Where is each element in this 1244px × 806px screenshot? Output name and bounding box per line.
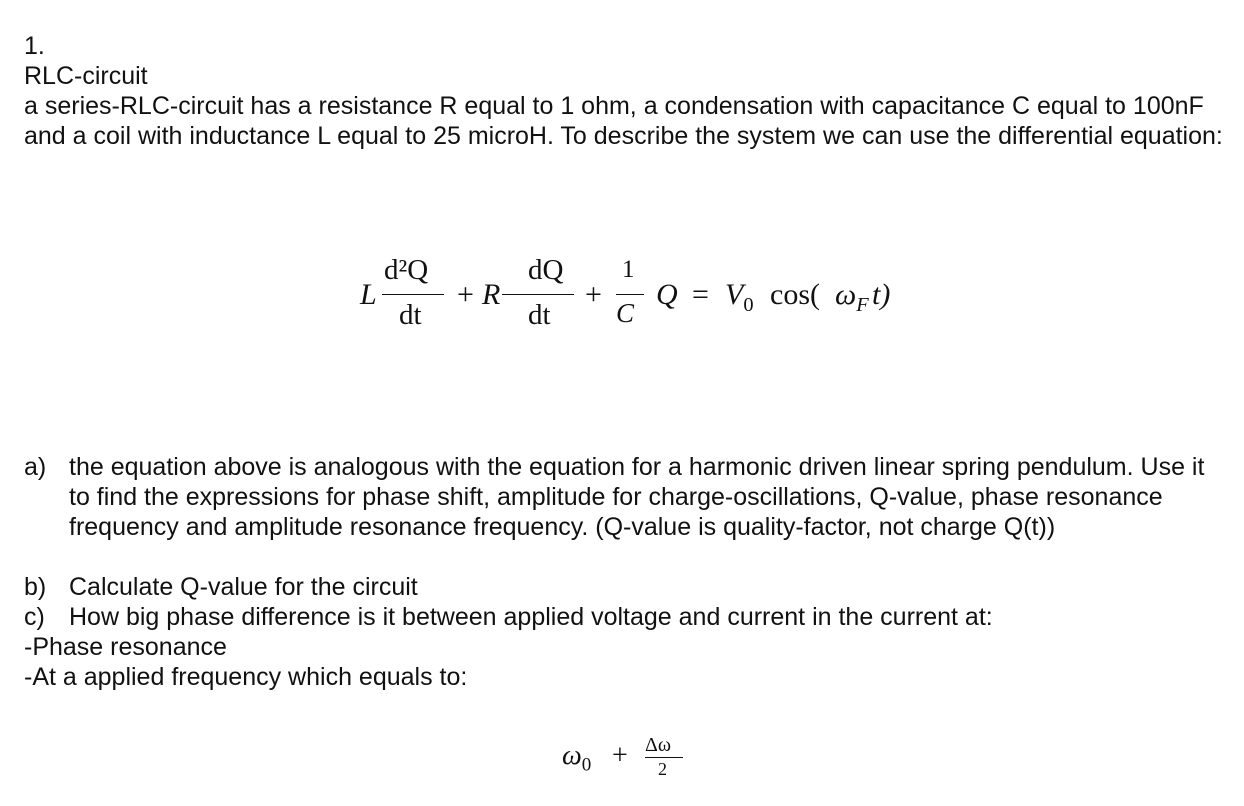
list-item-b	[24, 572, 1224, 602]
item-c-label: c)	[24, 603, 45, 631]
eq-dt-denominator-1: dt	[399, 299, 422, 331]
eq-omega-F: $\omega_F$	[835, 278, 869, 316]
eq2-omega-subscript: 0	[581, 754, 592, 776]
eq-R: R	[482, 278, 501, 311]
eq-one-numerator: 1	[622, 256, 635, 283]
eq2-omega-0: $\omega_0$	[562, 740, 592, 776]
eq-fraction-bar-2	[502, 294, 574, 295]
eq-d2q-numerator: d²Q	[384, 254, 429, 286]
eq2-plus: +	[612, 740, 628, 771]
item-a-text: the equation above is analogous with the equation for a harmonic driven linear spring pendulum. Use it to find the expressions for phase shift, amplitude for charge-oscillations, Q-value, phase resonance frequency and amplitude resonance frequency. (Q-value is quality-factor, not charge Q(t))	[69, 453, 1205, 541]
eq2-denominator: 2	[658, 759, 667, 779]
eq-cos: cos(	[770, 278, 820, 311]
eq-t-close: t)	[872, 278, 891, 311]
list-item-c	[24, 602, 1224, 632]
item-b-label: b)	[24, 573, 47, 601]
eq-plus-1: +	[457, 278, 474, 311]
problem-title: RLC-circuit	[24, 62, 148, 90]
list-item-a	[24, 452, 1224, 542]
eq-V: $V_0$	[725, 278, 754, 316]
item-c-text: How big phase difference is it between applied voltage and current in the current at:	[69, 603, 993, 631]
eq-fraction-bar-1	[382, 294, 444, 295]
eq-Q: Q	[656, 278, 678, 311]
eq-dq-numerator: dQ	[528, 254, 564, 286]
eq-V-subscript: 0	[743, 294, 754, 316]
line-phase-resonance: -Phase resonance	[24, 633, 227, 661]
line-applied-frequency: -At a applied frequency which equals to:	[24, 663, 468, 691]
eq-C-denominator: C	[616, 298, 635, 328]
item-b-text: Calculate Q-value for the circuit	[69, 573, 418, 601]
problem-intro: a series-RLC-circuit has a resistance R equal to 1 ohm, a condensation with capacitance C equal to 100nF and a coil with inductance L equal to 25 microH. To describe the system we can use the differential equation:	[24, 92, 1223, 150]
eq-fraction-bar-3	[616, 294, 644, 295]
eq2-numerator: Δω	[645, 734, 672, 756]
eq-omega-subscript: F	[856, 294, 869, 316]
eq-plus-2: +	[585, 278, 602, 311]
eq-dt-denominator-2: dt	[528, 299, 551, 331]
item-a-label: a)	[24, 453, 47, 481]
eq-L: L	[360, 278, 377, 311]
eq-equals: =	[692, 278, 709, 311]
problem-number: 1.	[24, 32, 45, 60]
